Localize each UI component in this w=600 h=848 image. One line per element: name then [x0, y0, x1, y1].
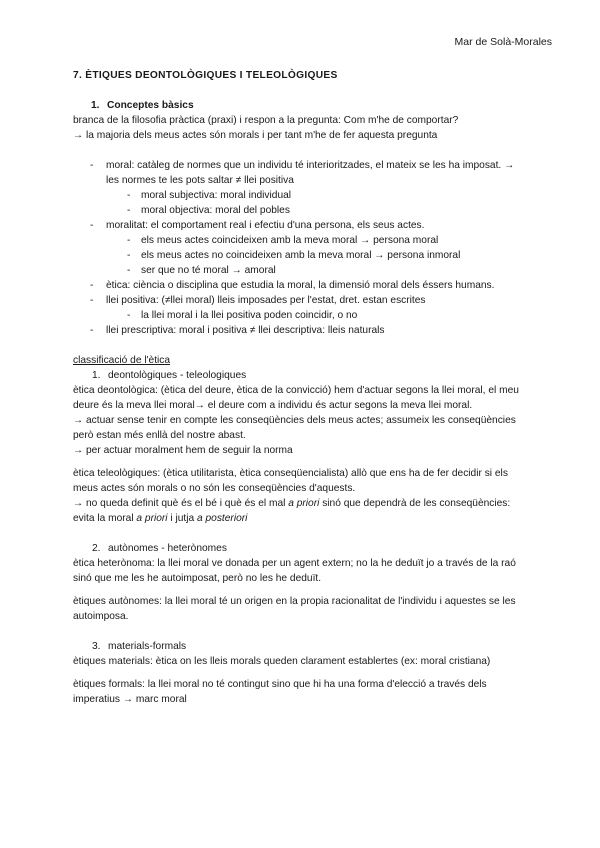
teleologica-note-part: sinó que dependrà de les conseqüències: evita la moral	[73, 498, 511, 524]
item-number: 2.	[92, 543, 101, 554]
author-name: Mar de Solà-Morales	[454, 36, 552, 48]
intro-line-2: → la majoria dels meus actes són morals i per tant m'he de fer aquesta pregunta	[73, 130, 438, 141]
classification-item-1-heading	[73, 368, 523, 383]
deontologica-definition: ètica deontològica: (ètica del deure, ètica de la convicció) hem d'actuar segons la llei moral, el meu deure és la meva llei moral→ el deure com a individu és actur segons la meva llei moral.	[73, 385, 519, 411]
teleologica-note-part: → no queda definit què és el bé i què és el mal	[73, 498, 289, 509]
list-item: - els meus actes coincideixen amb la meva moral → persona moral	[106, 233, 523, 248]
italic-term: a priori	[136, 513, 168, 524]
item-heading: deontològiques - teleologiques	[108, 370, 247, 381]
list-item: - moral objectiva: moral del pobles	[106, 203, 523, 218]
item-heading: autònomes - heterònomes	[108, 543, 227, 554]
subsection-title: Conceptes bàsics	[107, 100, 194, 111]
classification-item-2-heading	[73, 541, 523, 556]
autonomes-definition: ètiques autònomes: la llei moral té un origen en la propia racionalitat de l'individu i aquestes se les autoimposa.	[73, 596, 516, 622]
concept-llei-prescriptiva: - llei prescriptiva: moral i positiva ≠ llei descriptiva: lleis naturals	[73, 323, 523, 338]
classification-title: classificació de l'ètica	[73, 355, 171, 366]
italic-term: a priori	[288, 498, 320, 509]
section-title: 7. ÈTIQUES DEONTOLÒGIQUES I TELEOLÒGIQUES	[73, 70, 338, 81]
concept-list	[73, 158, 523, 338]
list-item: - ser que no té moral → amoral	[106, 263, 523, 278]
concept-moral-text: moral: catàleg de normes que un individu té interioritzades, el mateix se les ha imposat. → les normes te les pots saltar ≠ llei positiva	[106, 160, 515, 186]
heteronoma-definition: ètica heterònoma: la llei moral ve donada per un agent extern; no la he deduït jo a través de la raó sinó que me les he autoimposat, però no les he deduït.	[73, 558, 516, 584]
materials-definition: ètiques materials: ètica on les lleis morals queden clarament establertes (ex: moral cristiana)	[73, 656, 491, 667]
list-item: - moral subjectiva: moral individual	[106, 188, 523, 203]
intro-line-1: branca de la filosofia pràctica (praxi) i respon a la pregunta: Com m'he de comportar?	[73, 115, 459, 126]
teleologica-note-part: i jutja	[167, 513, 198, 524]
concept-moralitat-sublist	[106, 233, 523, 278]
italic-term: a posteriori	[197, 513, 248, 524]
subsection-number: 1.	[91, 100, 100, 111]
list-item: - la llei moral i la llei positiva poden coincidir, o no	[106, 308, 523, 323]
item-number: 3.	[92, 641, 101, 652]
concept-llei-positiva	[73, 293, 523, 323]
formals-definition: ètiques formals: la llei moral no té contingut sino que hi ha una forma d'elecció a través dels imperatius → marc moral	[73, 679, 487, 705]
concept-moral	[73, 158, 523, 218]
teleologica-definition: ètica teleològiques: (ètica utilitarista, ètica conseqüencialista) allò que ens ha de fer decidir si els meus actes són morals o no són les conseqüències d'aquests.	[73, 468, 508, 494]
concept-moralitat-text: moralitat: el comportament real i efectiu d'una persona, els seus actes.	[106, 220, 425, 231]
concept-llei-positiva-text: llei positiva: (≠llei moral) lleis imposades per l'estat, dret. estan escrites	[106, 295, 426, 306]
deontologica-note-2: → per actuar moralment hem de seguir la norma	[73, 445, 293, 456]
concept-llei-positiva-sublist	[106, 308, 523, 323]
concept-moral-sublist	[106, 188, 523, 218]
subsection-heading	[73, 98, 523, 113]
deontologica-note-1: → actuar sense tenir en compte les conseqüències dels meus actes; assumeix les conseqüències però estan més enllà del nostre abast.	[73, 415, 516, 441]
item-heading: materials-formals	[108, 641, 187, 652]
list-item: - els meus actes no coincideixen amb la meva moral → persona inmoral	[106, 248, 523, 263]
concept-etica: - ètica: ciència o disciplina que estudia la moral, la dimensió moral dels éssers humans.	[73, 278, 523, 293]
teleologica-note	[73, 496, 523, 526]
document-body	[73, 68, 523, 707]
classification-item-3-heading	[73, 639, 523, 654]
item-number: 1.	[92, 370, 101, 381]
concept-moralitat	[73, 218, 523, 278]
